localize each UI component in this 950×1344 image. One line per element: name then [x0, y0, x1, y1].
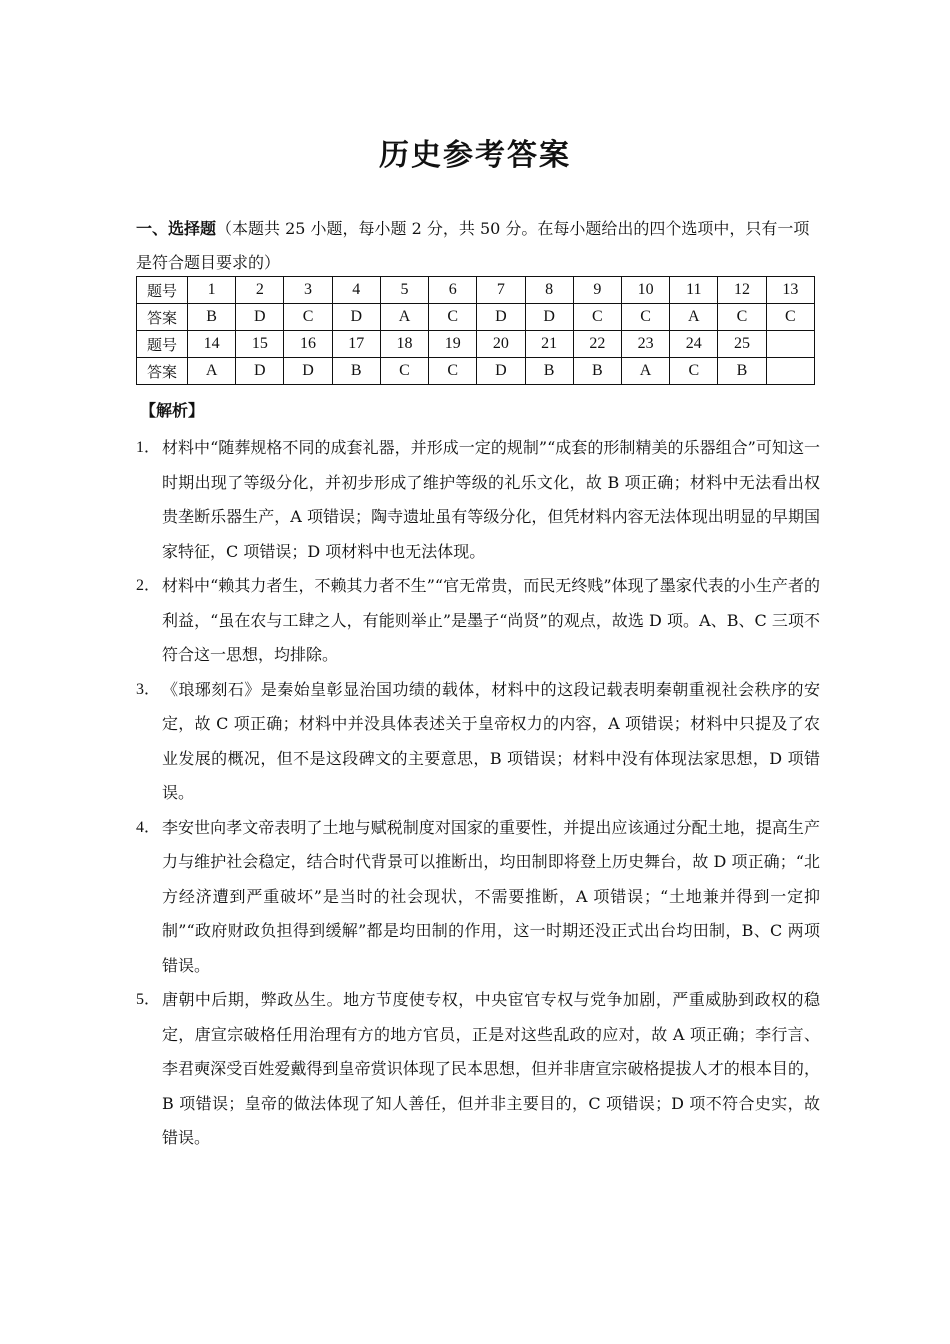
table-cell: 5	[380, 277, 428, 304]
table-cell: 18	[380, 331, 428, 358]
section-heading: 一、选择题	[136, 219, 217, 238]
table-cell: 23	[621, 331, 669, 358]
row-label: 答案	[137, 304, 188, 331]
item-number: 4．	[136, 818, 161, 836]
table-cell: D	[236, 304, 284, 331]
table-cell: B	[718, 358, 766, 385]
table-cell: D	[525, 304, 573, 331]
table-cell: 17	[332, 331, 380, 358]
table-cell: 2	[236, 277, 284, 304]
table-cell: A	[621, 358, 669, 385]
table-cell: C	[718, 304, 766, 331]
list-item	[136, 431, 820, 569]
table-cell: A	[380, 304, 428, 331]
table-cell: C	[573, 304, 621, 331]
table-cell: 14	[188, 331, 236, 358]
item-text: 材料中“随葬规格不同的成套礼器，并形成一定的规制”“成套的形制精美的乐器组合”可知这一时期出现了等级分化，并初步形成了维护等级的礼乐文化，故 B 项正确；材料中无法看出权贵垄断乐器生产，A 项错误；陶寺遗址虽有等级分化，但凭材料内容无法体现出明显的早期国家特征，C 项错误；D 项材料中也无法体现。	[162, 438, 820, 561]
answer-table	[136, 276, 815, 385]
table-cell: D	[284, 358, 332, 385]
table-cell: 4	[332, 277, 380, 304]
table-cell: 6	[429, 277, 477, 304]
item-number: 3．	[136, 680, 161, 698]
table-cell: 3	[284, 277, 332, 304]
table-cell: B	[573, 358, 621, 385]
table-cell: D	[477, 304, 525, 331]
table-row-answer-1	[137, 304, 815, 331]
table-cell: 19	[429, 331, 477, 358]
section-intro	[136, 212, 816, 280]
item-text: 材料中“赖其力者生，不赖其力者不生”“官无常贵，而民无终贱”体现了墨家代表的小生产者的利益，“虽在农与工肆之人，有能则举止”是墨子“尚贤”的观点，故选 D 项。A、B、C 三项不符合这一思想，均排除。	[162, 576, 820, 664]
table-cell: C	[766, 304, 814, 331]
table-cell	[766, 358, 814, 385]
table-cell: A	[188, 358, 236, 385]
table-cell: 12	[718, 277, 766, 304]
table-cell: 7	[477, 277, 525, 304]
table-cell: 8	[525, 277, 573, 304]
table-cell: C	[284, 304, 332, 331]
table-row-answer-2	[137, 358, 815, 385]
table-cell: 21	[525, 331, 573, 358]
table-cell: C	[429, 304, 477, 331]
table-cell: D	[477, 358, 525, 385]
item-text: 《琅琊刻石》是秦始皇彰显治国功绩的载体，材料中的这段记载表明秦朝重视社会秩序的安定，故 C 项正确；材料中并没具体表述关于皇帝权力的内容，A 项错误；材料中只提及了农业发展的概况，但不是这段碑文的主要意思，B 项错误；材料中没有体现法家思想，D 项错误。	[162, 679, 820, 802]
row-label: 答案	[137, 358, 188, 385]
row-label: 题号	[137, 277, 188, 304]
table-cell: 11	[670, 277, 718, 304]
table-cell: B	[332, 358, 380, 385]
analysis-list	[136, 431, 820, 1156]
table-cell: B	[188, 304, 236, 331]
page-title: 历史参考答案	[379, 138, 571, 173]
table-cell: 20	[477, 331, 525, 358]
table-cell: C	[621, 304, 669, 331]
list-item	[136, 811, 820, 984]
item-number: 2．	[136, 577, 161, 594]
section-note: （本题共 25 小题，每小题 2 分，共 50 分。在每小题给出的四个选项中，只有一项是符合题目要求的）	[136, 219, 810, 272]
table-cell: 15	[236, 331, 284, 358]
table-cell: 16	[284, 331, 332, 358]
table-cell: 22	[573, 331, 621, 358]
table-cell	[766, 331, 814, 358]
list-item	[136, 569, 820, 673]
table-cell: 9	[573, 277, 621, 304]
table-cell: 10	[621, 277, 669, 304]
row-label: 题号	[137, 331, 188, 358]
table-cell: C	[670, 358, 718, 385]
table-cell: 24	[670, 331, 718, 358]
item-number: 5．	[136, 991, 161, 1008]
table-row-question-1	[137, 277, 815, 304]
table-row-question-2	[137, 331, 815, 358]
item-text: 李安世向孝文帝表明了土地与赋税制度对国家的重要性，并提出应该通过分配土地，提高生产力与维护社会稳定，结合时代背景可以推断出，均田制即将登上历史舞台，故 D 项正确；“北方经济遭到严重破坏”是当时的社会现状，不需要推断，A 项错误；“土地兼并得到一定抑制”“政府财政负担得到缓解”都是均田制的作用，这一时期还没正式出台均田制，B、C 两项错误。	[162, 817, 820, 975]
item-number: 1．	[136, 439, 161, 456]
analysis-label: 【解析】	[140, 401, 205, 420]
table-cell: D	[236, 358, 284, 385]
list-item	[136, 673, 820, 811]
table-cell: B	[525, 358, 573, 385]
table-cell: A	[670, 304, 718, 331]
table-cell: 25	[718, 331, 766, 358]
list-item	[136, 983, 820, 1156]
table-cell: C	[429, 358, 477, 385]
item-text: 唐朝中后期，弊政丛生。地方节度使专权，中央宦官专权与党争加剧，严重威胁到政权的稳定，唐宣宗破格任用治理有方的地方官员，正是对这些乱政的应对，故 A 项正确；李行言、李君奭深受百姓爱戴得到皇帝赏识体现了民本思想，但并非唐宣宗破格提拔人才的根本目的，B 项错误；皇帝的做法体现了知人善任，但并非主要目的，C 项错误；D 项不符合史实，故错误。	[162, 990, 820, 1147]
table-cell: 1	[188, 277, 236, 304]
table-cell: D	[332, 304, 380, 331]
table-cell: 13	[766, 277, 814, 304]
table-cell: C	[380, 358, 428, 385]
